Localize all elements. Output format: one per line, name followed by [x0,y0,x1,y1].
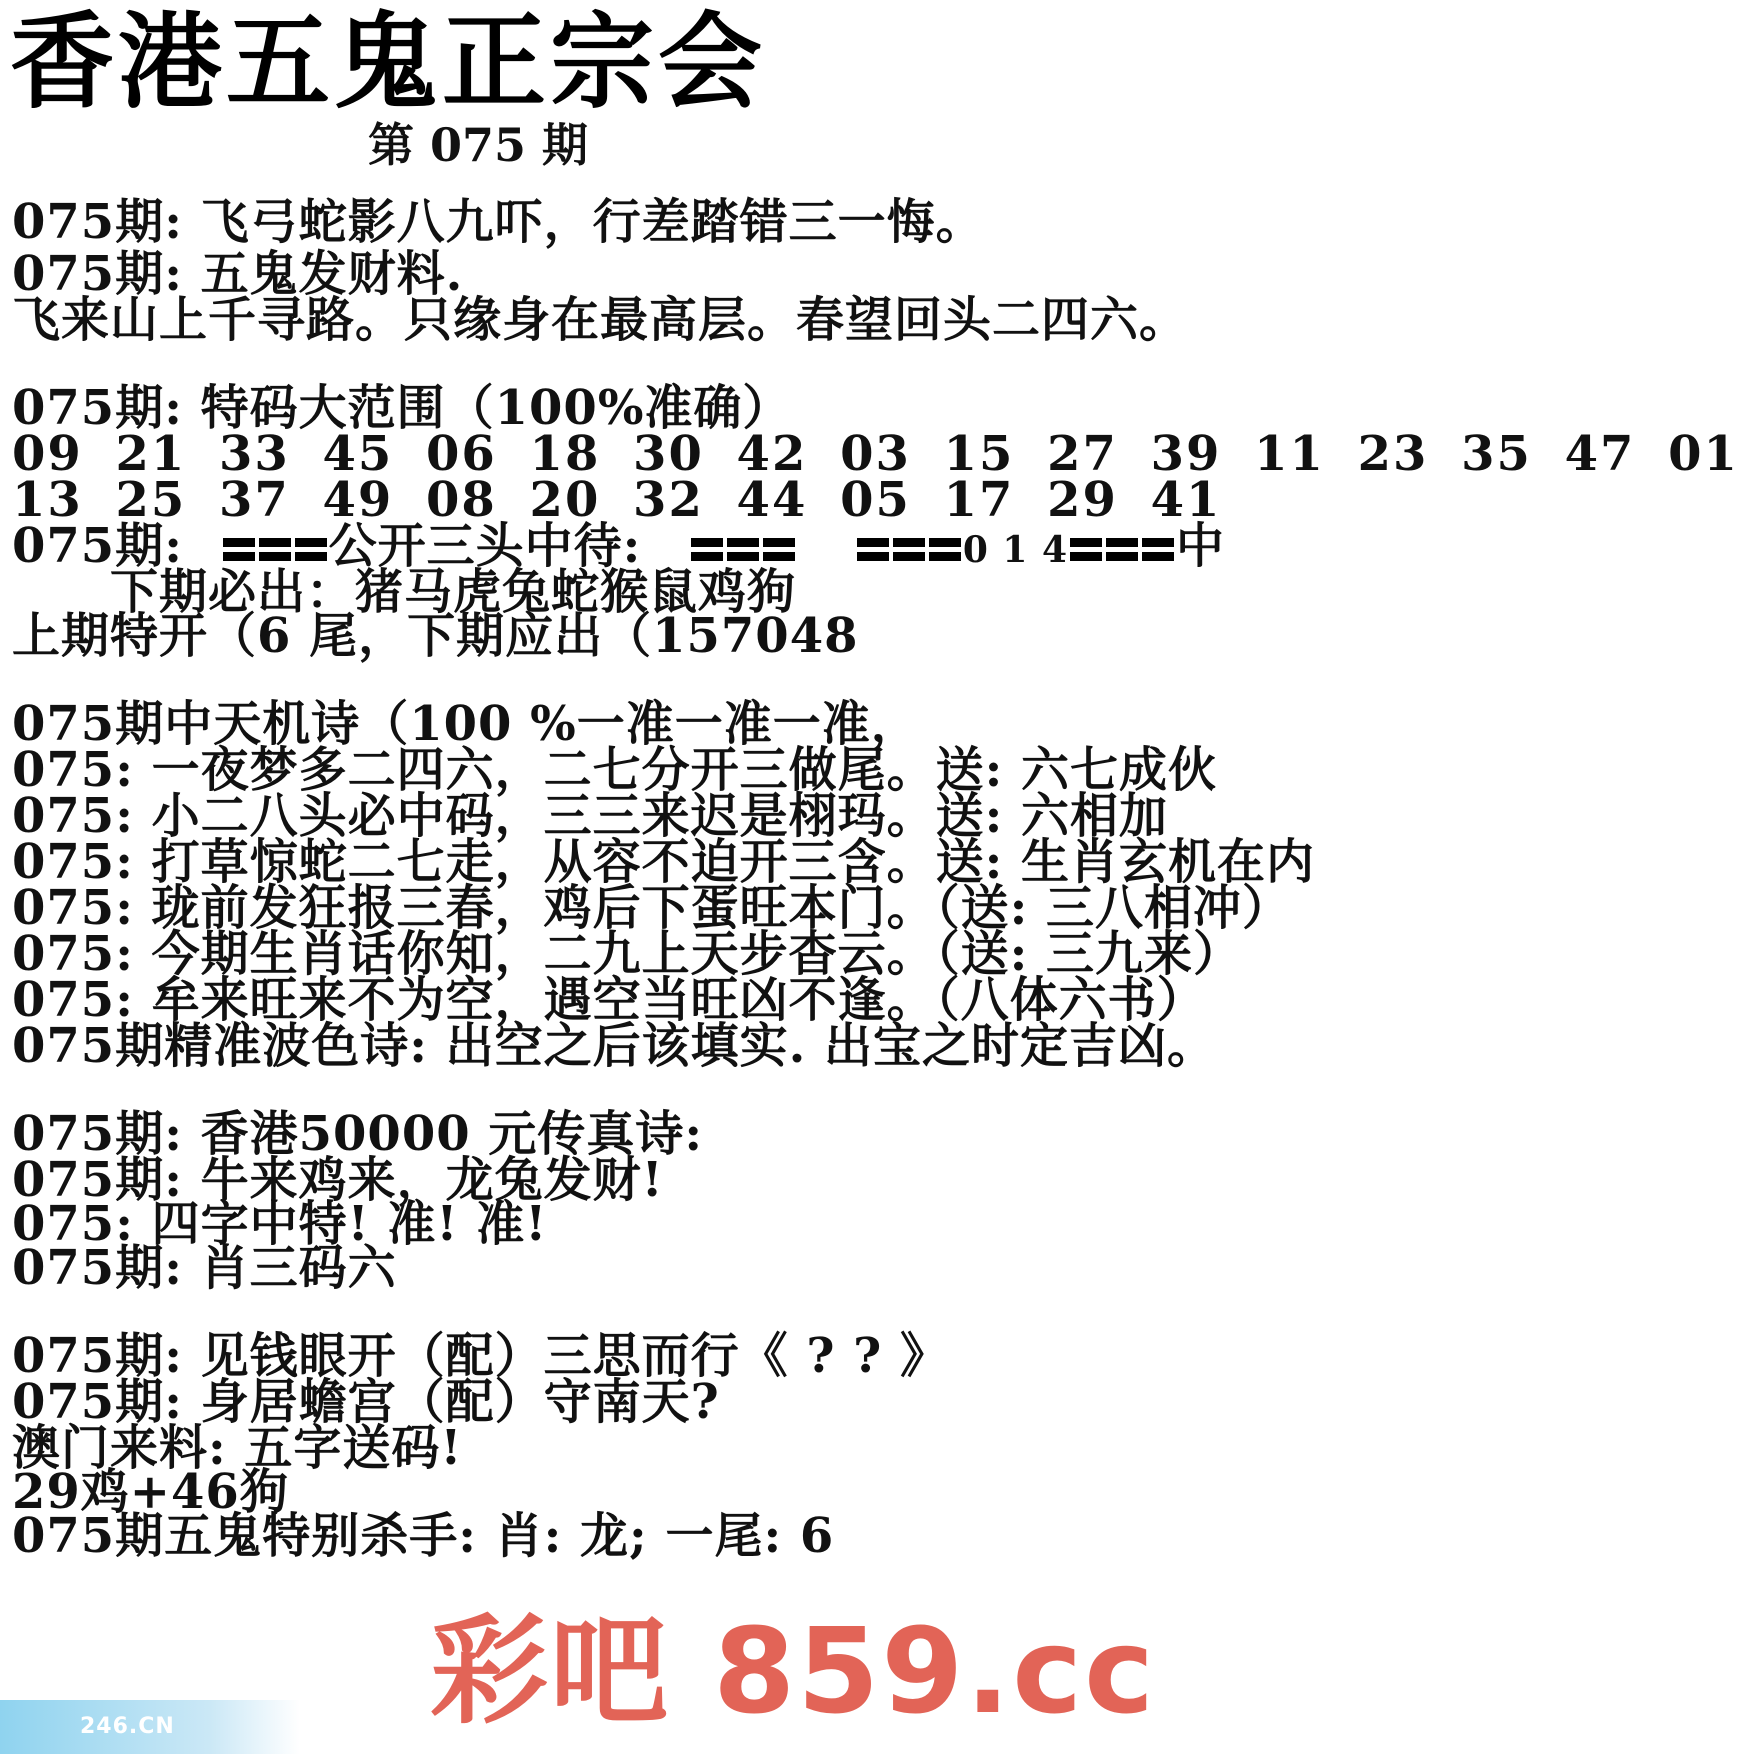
text-line: 075: 珑前发狂报三春，鸡后下蛋旺本门。（送: 三八相冲） [12,880,1292,936]
text-line: 飞来山上千寻路。只缘身在最高层。春望回头二四六。 [12,292,1189,348]
text-line: 075期: 五鬼发财料. [12,246,464,302]
text-line: 075期: 牛来鸡来，龙兔发财! [12,1152,664,1208]
site-watermark: 彩吧 859.cc [430,1602,1157,1740]
text-line: 075: 今期生肖话你知，二九上天步杳云。（送: 三九来） [12,926,1243,982]
text-line: 075期: 香港50000 元传真诗: [12,1106,704,1162]
text-line: 下期必出：猪马虎兔蛇猴鼠鸡狗 [110,564,797,620]
text-line: 075期精准波色诗: 出空之后该填实. 出宝之时定吉凶。 [12,1018,1217,1074]
page-title: 香港五鬼正宗会 [10,1,767,123]
text-line: 上期特开（6 尾，下期应出（157048 [12,608,859,664]
redaction-blocks [1068,518,1176,574]
site-logo: 246.CN [0,1700,300,1754]
number-row: 09 21 33 45 06 18 30 42 03 15 27 39 11 23 35 47 01 [12,426,1739,482]
text-line: 075: 小二八头必中码，三三来迟是栩玛。送: 六相加 [12,788,1169,844]
issue-number: 第 075 期 [368,118,589,172]
text-line: 澳门来料: 五字送码! [12,1420,463,1476]
text-line: 075: 牟来旺来不为空，遇空当旺凶不逢。（八体六书） [12,972,1206,1028]
text-line: 075期: 身居蟾宫（配）守南天? [12,1374,720,1430]
text-line: 075期中天机诗（100 %一准一准一准， [12,696,920,752]
redaction-blocks [855,518,963,574]
masked-line-suffix: 中 [1176,518,1226,574]
text-line: 075: 打草惊蛇二七走，从容不迫开三含。送: 生肖玄机在内 [12,834,1316,890]
text-line: 075期五鬼特别杀手: 肖: 龙; 一尾: 6 [12,1508,835,1564]
text-line: 075期: 见钱眼开（配）三思而行《 ? ? 》 [12,1328,950,1384]
masked-line-digits: 0 1 4 [962,529,1069,571]
number-row: 13 25 37 49 08 20 32 44 05 17 29 41 [12,472,1222,528]
text-line: 075期: 飞弓蛇影八九吓，行差踏错三一悔。 [12,194,985,250]
text-line: 075期: 特码大范围（100%准确） [12,380,792,436]
text-line: 29鸡+46狗 [12,1464,289,1520]
masked-line-prefix: 075期: [12,518,183,574]
masked-line-middle: 公开三头中待: [328,518,642,574]
masked-line [12,518,1226,574]
text-line: 075: 四字中特! 准! 准! [12,1196,548,1252]
text-line: 075: 一夜梦多二四六，二七分开三做尾。送: 六七成伙 [12,742,1218,798]
text-line: 075期: 肖三码六 [12,1240,397,1296]
